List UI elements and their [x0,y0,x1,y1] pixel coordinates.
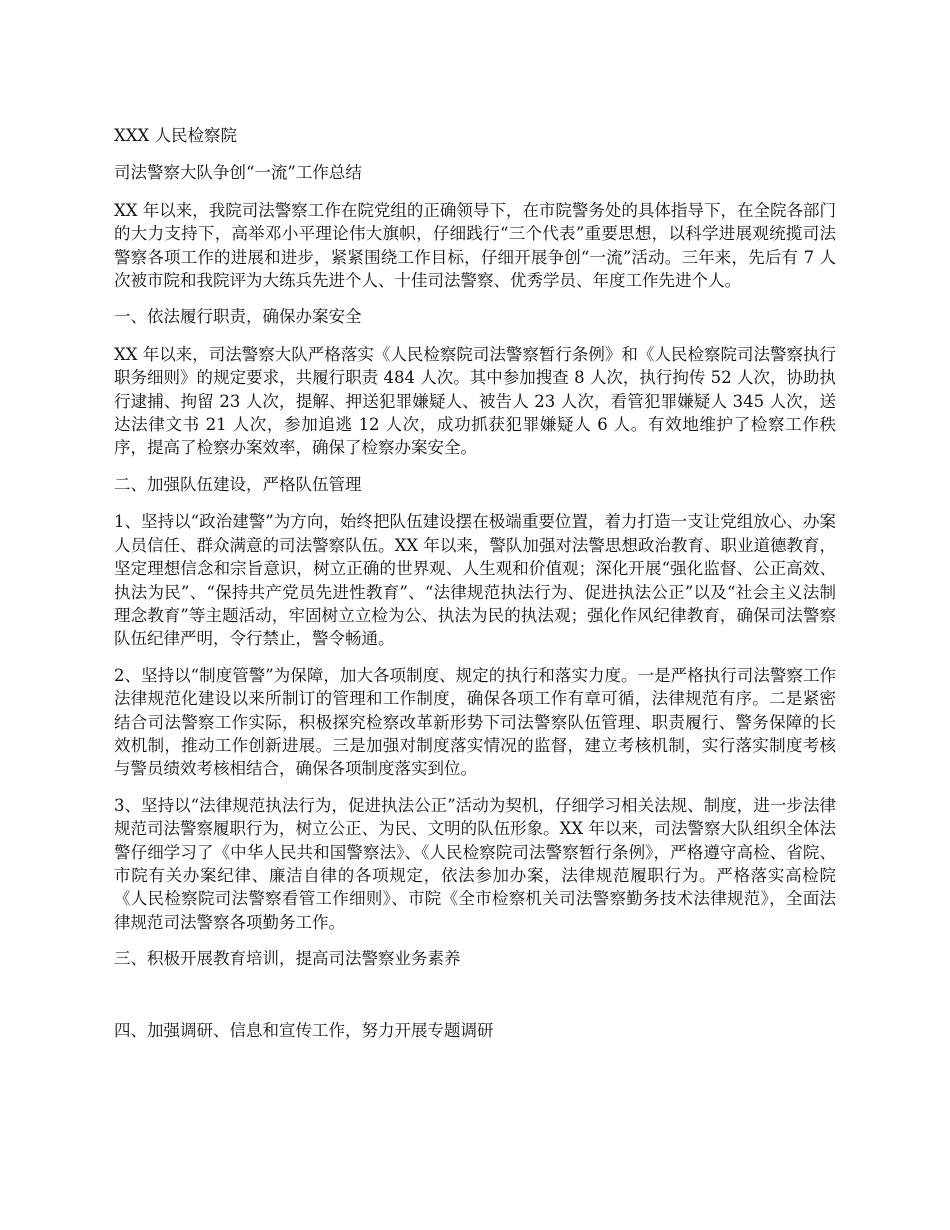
section-2-heading: 二、加强队伍建设，严格队伍管理 [114,474,362,494]
org-name: XXX 人民检察院 [114,126,237,145]
section-4-heading: 四、加强调研、信息和宣传工作，努力开展专题调研 [114,1020,494,1040]
intro-paragraph: XX 年以来，我院司法警察工作在院党组的正确领导下，在市院警务处的具体指导下，在全院各部门的大力支持下，高举邓小平理论伟大旗帜，仔细践行“三个代表”重要思想，以科学进展观统揽司法警察各项工作的进展和进步，紧紧围绕工作目标，仔细开展争创“一流”活动。三年来，先后有 7 人次被市院和我院评为大练兵先进个人、十佳司法警察、优秀学员、年度工作先进个人。 [114,200,836,291]
section-1-heading: 一、依法履行职责，确保办案安全 [114,307,362,327]
section-2-item-3: 3、坚持以“法律规范执法行为，促进执法公正”活动为契机，仔细学习相关法规、制度，进一步法律规范司法警察履职行为，树立公正、为民、文明的队伍形象。XX 年以来，司法警察大队组织全体法警仔细学习了《中华人民共和国警察法》、《人民检察院司法警察暂行条例》，严格遵守高检、省院、市院有关办案纪律、廉洁自律的各项规定，依法参加办案，法律规范履职行为。严格落实高检院《人民检察院司法警察看管工作细则》、市院《全市检察机关司法警察勤务技术法律规范》，全面法律规范司法警察各项勤务工作。 [114,795,836,932]
section-1-paragraph: XX 年以来，司法警察大队严格落实《人民检察院司法警察暂行条例》和《人民检察院司法警察执行职务细则》的规定要求，共履行职责 484 人次。其中参加搜查 8 人次，执行拘传 52 人次，协助执行逮捕、拘留 23 人次，提解、押送犯罪嫌疑人、被告人 23 人次，看管犯罪嫌疑人 345 人次，送达法律文书 21 人次，参加追逃 12 人次，成功抓获犯罪嫌疑人 6 人。有效地维护了检察工作秩序，提高了检察办案效率，确保了检察办案安全。 [114,344,836,458]
section-2-item-2: 2、坚持以“制度管警”为保障，加大各项制度、规定的执行和落实力度。一是严格执行司法警察工作法律规范化建设以来所制订的管理和工作制度，确保各项工作有章可循，法律规范有序。二是紧密结合司法警察工作实际，积极探究检察改革新形势下司法警察队伍管理、职责履行、警务保障的长效机制，推动工作创新进展。三是加强对制度落实情况的监督，建立考核机制，实行落实制度考核与警员绩效考核相结合，确保各项制度落实到位。 [114,665,836,779]
document-title: 司法警察大队争创“一流”工作总结 [114,163,362,183]
section-3-heading: 三、积极开展教育培训，提高司法警察业务素养 [114,949,461,969]
document-body [114,124,836,1056]
section-2-item-1: 1、坚持以“政治建警”为方向，始终把队伍建设摆在极端重要位置，着力打造一支让党组放心、办案人员信任、群众满意的司法警察队伍。XX 年以来，警队加强对法警思想政治教育、职业道德教育，坚定理想信念和宗旨意识，树立正确的世界观、人生观和价值观；深化开展“强化监督、公正高效、执法为民”、“保持共产党员先进性教育”、“法律规范执法行为、促进执法公正”以及“社会主义法制理念教育”等主题活动，牢固树立立检为公、执法为民的执法观；强化作风纪律教育，确保司法警察队伍纪律严明，令行禁止，警令畅通。 [114,512,836,649]
